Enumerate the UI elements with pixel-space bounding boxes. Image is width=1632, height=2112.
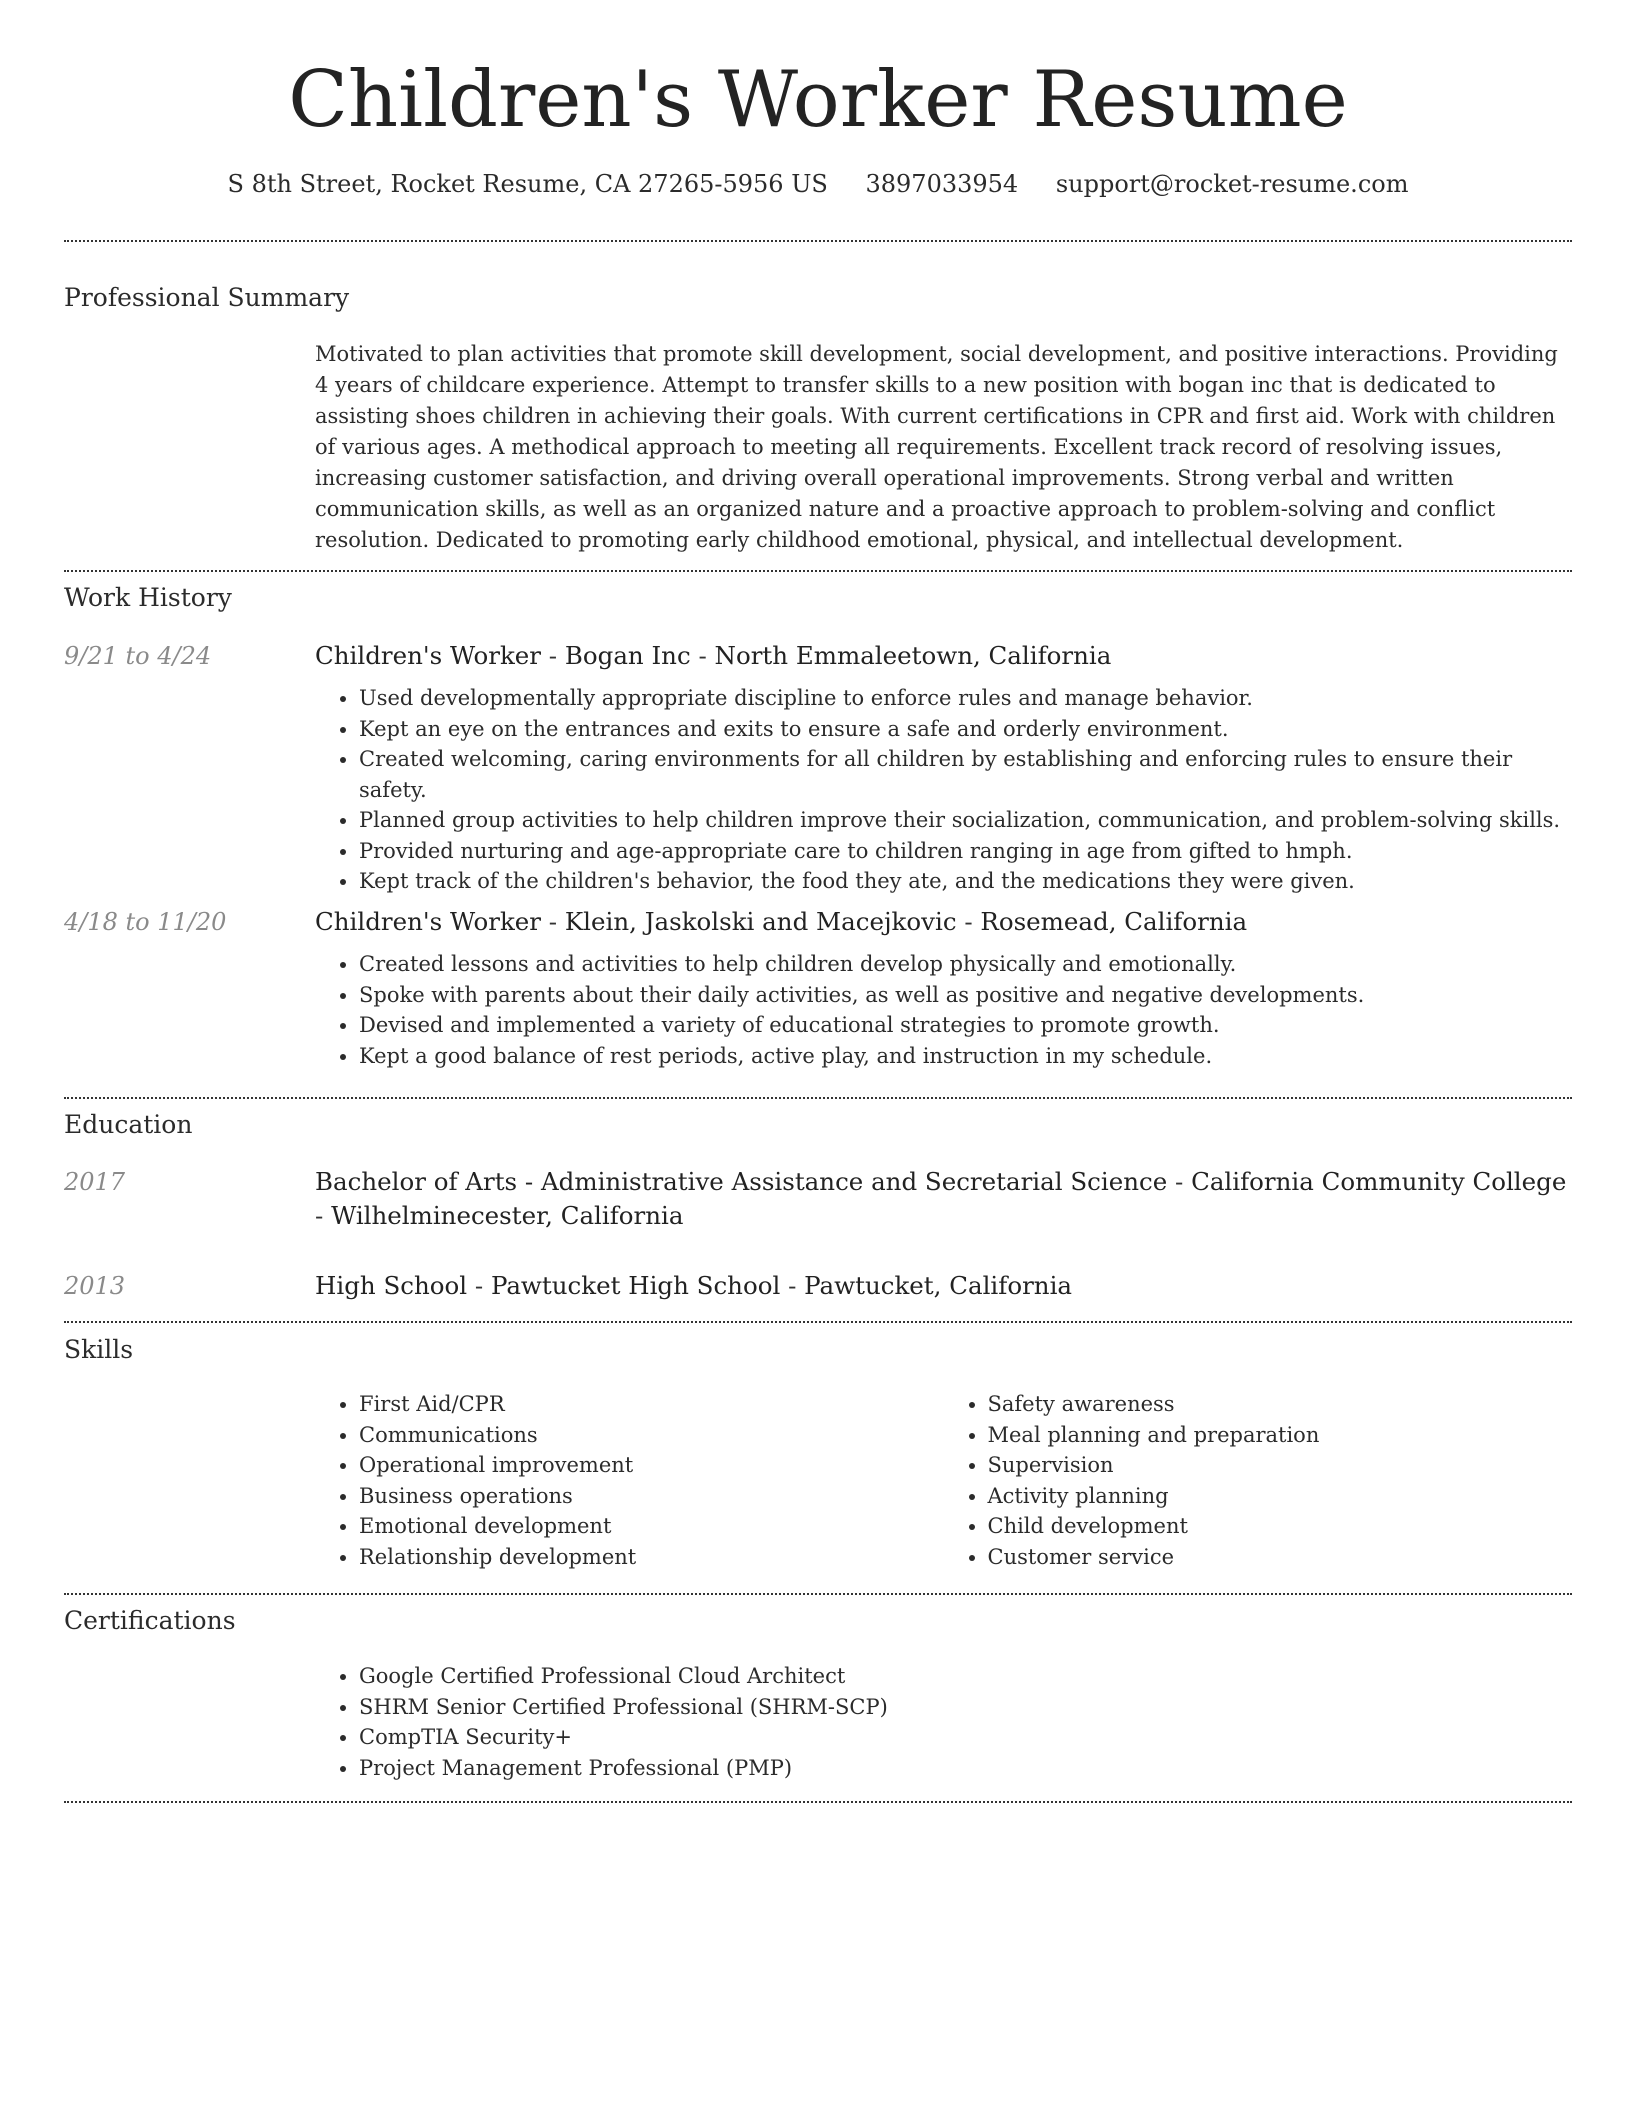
list-item: • Relationship development xyxy=(359,1542,944,1573)
job-role: Children's Worker xyxy=(315,641,542,670)
job-dates: 4/18 to 11/20 xyxy=(64,908,227,936)
education-entry xyxy=(315,1269,1572,1303)
summary-text: Motivated to plan activities that promote skill development, social development, and positive interactions. Providing 4 years of childcare experience. Attempt to transfer skills to a new position with bogan inc that is dedicated to assisting shoes children in achieving their goals. With current certifications in CPR and first aid. Work with children of various ages. A methodical approach to meeting all requirements. Excellent track record of resolving issues, increasing customer satisfaction, and driving overall operational improvements. Strong verbal and written communication skills, as well as an organized nature and a proactive approach to problem-solving and conflict resolution. Dedicated to promoting early childhood emotional, physical, and intellectual development. xyxy=(315,342,1558,552)
job-entry xyxy=(315,639,1572,897)
divider xyxy=(64,1097,1572,1099)
certifications-list xyxy=(315,1661,1572,1783)
divider xyxy=(64,240,1572,242)
job-role: Children's Worker xyxy=(315,907,542,936)
list-item: • First Aid/CPR xyxy=(359,1389,944,1420)
list-item: • Emotional development xyxy=(359,1511,944,1542)
resume-title: Children's Worker Resume xyxy=(288,55,1348,145)
certifications-items xyxy=(315,1661,1572,1783)
section-title-certifications: Certifications xyxy=(64,1606,236,1635)
list-item: • Devised and implemented a variety of educational strategies to promote growth. xyxy=(359,1010,1572,1041)
section-title-work: Work History xyxy=(64,583,232,612)
skills-list xyxy=(315,1389,1572,1572)
education-heading xyxy=(315,1165,1572,1233)
education-school: California Community College xyxy=(1191,1167,1567,1196)
education-year: 2013 xyxy=(64,1272,126,1300)
separator: - xyxy=(690,641,715,670)
list-item: • Kept track of the children's behavior, the food they ate, and the medications they were given. xyxy=(359,866,1572,897)
contact-line xyxy=(64,168,1572,200)
job-dates: 9/21 to 4/24 xyxy=(64,642,212,670)
divider xyxy=(64,1321,1572,1323)
list-item: • Created welcoming, caring environments for all children by establishing and enforcing rules to ensure their safety. xyxy=(359,744,1572,805)
education-location: Wilhelminecester, California xyxy=(331,1201,684,1230)
contact-email: support@rocket-resume.com xyxy=(1055,170,1409,198)
job-company: Klein, Jaskolski and Macejkovic xyxy=(564,907,957,936)
separator: - xyxy=(1167,1167,1192,1196)
divider xyxy=(64,1593,1572,1595)
job-heading xyxy=(315,905,1572,939)
list-item: • Provided nurturing and age-appropriate care to children ranging in age from gifted to hmph. xyxy=(359,836,1572,867)
section-title-skills: Skills xyxy=(64,1335,134,1364)
job-location: Rosemead, California xyxy=(980,907,1248,936)
list-item: • Activity planning xyxy=(988,1481,1573,1512)
list-item: • Spoke with parents about their daily activities, as well as positive and negative developments. xyxy=(359,980,1572,1011)
education-location: Pawtucket, California xyxy=(804,1271,1073,1300)
divider xyxy=(64,570,1572,572)
skills-column-right xyxy=(944,1389,1573,1572)
separator: - xyxy=(956,907,981,936)
list-item: • Child development xyxy=(988,1511,1573,1542)
separator: - xyxy=(467,1271,491,1300)
list-item: • SHRM Senior Certified Professional (SHRM-SCP) xyxy=(359,1692,1572,1723)
list-item: • Created lessons and activities to help children develop physically and emotionally. xyxy=(359,949,1572,980)
section-title-education: Education xyxy=(64,1110,193,1139)
skills-column-left xyxy=(315,1389,944,1572)
list-item: • Operational improvement xyxy=(359,1450,944,1481)
contact-phone: 3897033954 xyxy=(865,170,1019,198)
job-heading xyxy=(315,639,1572,673)
list-item: • Supervision xyxy=(988,1450,1573,1481)
list-item: • Communications xyxy=(359,1420,944,1451)
list-item: • Business operations xyxy=(359,1481,944,1512)
summary-block xyxy=(315,339,1572,556)
job-location: North Emmaleetown, California xyxy=(714,641,1112,670)
list-item: • Google Certified Professional Cloud Architect xyxy=(359,1661,1572,1692)
education-degree: High School xyxy=(315,1271,468,1300)
education-year: 2017 xyxy=(64,1168,126,1196)
job-company: Bogan Inc xyxy=(564,641,691,670)
education-heading xyxy=(315,1269,1572,1303)
list-item: • Planned group activities to help children improve their socialization, communication, and problem-solving skills. xyxy=(359,805,1572,836)
list-item: • Used developmentally appropriate discipline to enforce rules and manage behavior. xyxy=(359,683,1572,714)
education-school: Pawtucket High School xyxy=(490,1271,781,1300)
list-item: • Kept a good balance of rest periods, active play, and instruction in my schedule. xyxy=(359,1041,1572,1072)
divider xyxy=(64,1801,1572,1803)
job-duties xyxy=(315,949,1572,1071)
education-entry xyxy=(315,1165,1572,1233)
job-duties xyxy=(315,683,1572,897)
job-entry xyxy=(315,905,1572,1071)
education-degree: Bachelor of Arts - Administrative Assistance and Secretarial Science xyxy=(315,1167,1168,1196)
contact-address: S 8th Street, Rocket Resume, CA 27265-5956 US xyxy=(227,170,828,198)
separator: - xyxy=(541,641,565,670)
resume-page xyxy=(64,0,1572,2112)
list-item: • Kept an eye on the entrances and exits to ensure a safe and orderly environment. xyxy=(359,714,1572,745)
list-item: • CompTIA Security+ xyxy=(359,1722,1572,1753)
separator: - xyxy=(541,907,565,936)
separator: - xyxy=(780,1271,805,1300)
list-item: • Customer service xyxy=(988,1542,1573,1573)
list-item: • Project Management Professional (PMP) xyxy=(359,1753,1572,1784)
section-title-summary: Professional Summary xyxy=(64,283,350,312)
list-item: • Safety awareness xyxy=(988,1389,1573,1420)
separator: - xyxy=(315,1201,332,1230)
list-item: • Meal planning and preparation xyxy=(988,1420,1573,1451)
